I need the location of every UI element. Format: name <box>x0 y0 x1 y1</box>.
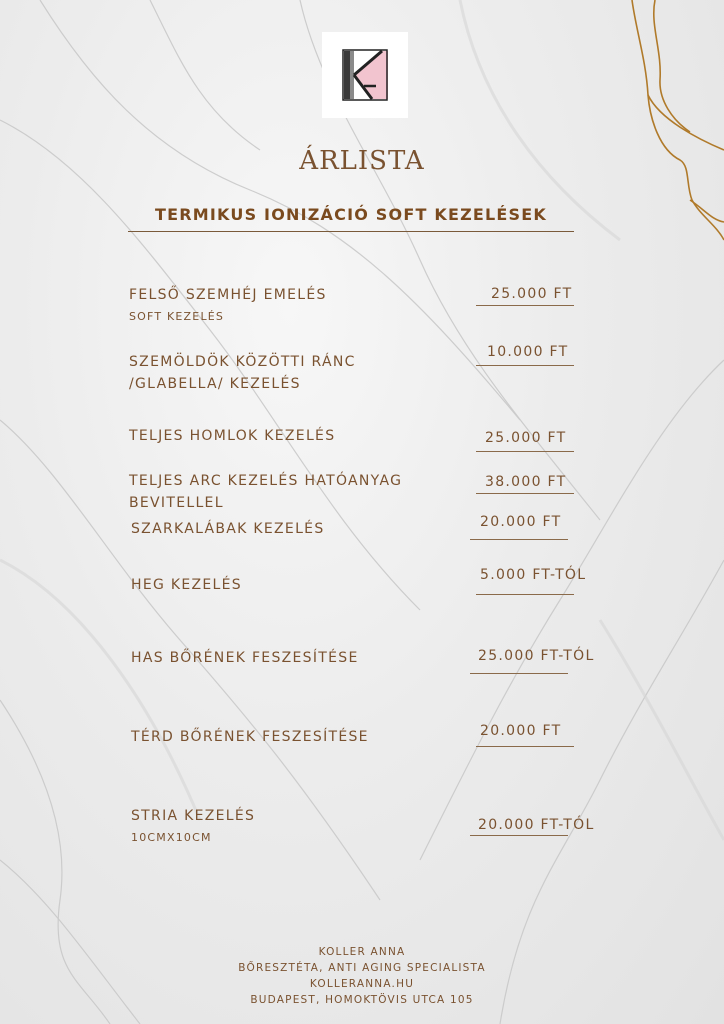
footer-contact <box>0 944 724 1008</box>
price-underline <box>476 365 574 366</box>
item-price: 25.000 FT <box>485 430 567 446</box>
price-underline <box>470 539 568 540</box>
ka-monogram-logo-icon <box>342 48 388 102</box>
page-title: ÁRLISTA <box>299 146 425 176</box>
item-name-line2: BEVITELLEL <box>129 495 224 511</box>
item-name: TÉRD BŐRÉNEK FESZESÍTÉSE <box>131 729 369 745</box>
footer-name: KOLLER ANNA <box>318 946 406 958</box>
price-underline <box>476 451 574 452</box>
item-subtitle: SOFT KEZELÉS <box>129 310 225 323</box>
item-name: STRIA KEZELÉS <box>131 808 256 824</box>
item-name: SZARKALÁBAK KEZELÉS <box>131 521 325 537</box>
price-underline <box>476 594 574 595</box>
section-divider <box>128 231 574 232</box>
item-name: TELJES HOMLOK KEZELÉS <box>129 428 336 444</box>
logo <box>322 32 408 118</box>
price-underline <box>476 746 574 747</box>
section-title: TERMIKUS IONIZÁCIÓ SOFT KEZELÉSEK <box>155 205 547 224</box>
footer-address: BUDAPEST, HOMOKTÖVIS UTCA 105 <box>250 994 474 1006</box>
item-name-line2: /GLABELLA/ KEZELÉS <box>129 376 301 392</box>
item-name: HEG KEZELÉS <box>131 577 242 593</box>
item-name: FELSŐ SZEMHÉJ EMELÉS <box>129 287 327 303</box>
item-price: 20.000 FT-TÓL <box>478 817 595 833</box>
item-name: HAS BŐRÉNEK FESZESÍTÉSE <box>131 650 359 666</box>
item-price: 25.000 FT-TÓL <box>478 648 595 664</box>
item-name-line1: SZEMÖLDÖK KÖZÖTTI RÁNC <box>129 354 356 370</box>
price-underline <box>470 835 568 836</box>
item-price: 20.000 FT <box>480 723 562 739</box>
item-subtitle: 10CMX10CM <box>131 831 212 844</box>
item-price: 20.000 FT <box>480 514 562 530</box>
price-underline <box>476 493 574 494</box>
item-price: 10.000 FT <box>487 344 569 360</box>
item-name: TELJES ARC KEZELÉS HATÓANYAG <box>129 473 403 489</box>
footer-title: BŐRESZTÉTA, ANTI AGING SPECIALISTA <box>238 962 486 974</box>
item-price: 5.000 FT-TÓL <box>480 567 587 583</box>
item-price: 25.000 FT <box>491 286 573 302</box>
price-underline <box>476 305 574 306</box>
item-price: 38.000 FT <box>485 474 567 490</box>
footer-website: KOLLERANNA.HU <box>309 978 415 990</box>
price-underline <box>470 673 568 674</box>
